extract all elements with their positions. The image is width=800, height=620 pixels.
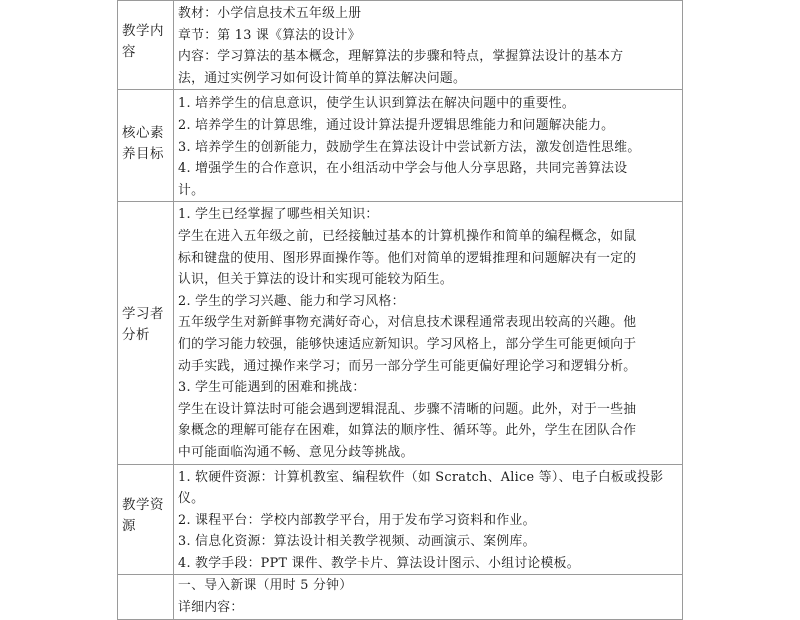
text-line: 计。 (178, 182, 205, 198)
text-line: 法，通过实例学习如何设计简单的算法解决问题。 (178, 70, 467, 86)
section-label (122, 21, 171, 63)
section-row-resources (118, 464, 683, 575)
text-line: 动手实践，通过操作来学习；而另一部分学生可能更偏好理论学习和逻辑分析。 (178, 358, 637, 374)
section-row-process (118, 575, 683, 619)
label-line: 养目标 (122, 146, 164, 163)
text-line: 中可能面临沟通不畅、意见分歧等挑战。 (178, 444, 414, 460)
section-row-goals (118, 90, 683, 202)
text-line: 学生在进入五年级之前，已经接触过基本的计算机操作和简单的编程概念，如鼠 (178, 228, 637, 244)
section-row-learners (118, 202, 683, 464)
text-line: 详细内容： (178, 600, 244, 616)
section-label (122, 123, 171, 165)
section-content-cell (174, 464, 683, 575)
text-line: 1. 软硬件资源：计算机教室、编程软件（如 Scratch、Alice 等）、电子白板或投影 (178, 469, 664, 485)
text-line: 2. 学生的学习兴趣、能力和学习风格： (178, 293, 405, 309)
section-label (122, 304, 171, 346)
label-line: 容 (122, 44, 136, 60)
text-line: 章节：第 13 课《算法的设计》 (178, 27, 361, 43)
section-content-cell (174, 1, 683, 90)
text-line: 3. 学生可能遇到的困难和挑战： (178, 380, 366, 396)
text-line: 标和键盘的使用、图形界面操作等。他们对简单的逻辑推理和问题解决有一定的 (178, 250, 637, 266)
section-label-cell (118, 90, 174, 202)
section-label-cell (118, 1, 174, 90)
section-content-cell (174, 90, 683, 202)
label-line: 源 (122, 517, 136, 534)
text-line: 内容：学习算法的基本概念，理解算法的步骤和特点，掌握算法设计的基本方 (178, 49, 624, 65)
text-line: 3. 信息化资源：算法设计相关教学视频、动画演示、案例库。 (178, 534, 536, 550)
section-label-cell (118, 202, 174, 464)
text-line: 4. 增强学生的合作意识，在小组活动中学会与他人分享思路，共同完善算法设 (178, 161, 628, 177)
text-line: 一、导入新课（用时 5 分钟） (178, 578, 353, 594)
text-line: 2. 课程平台：学校内部教学平台，用于发布学习资料和作业。 (178, 512, 536, 528)
section-label-cell (118, 464, 174, 575)
label-line: 核心素 (122, 125, 164, 142)
section-row-content (118, 1, 683, 90)
text-line: 2. 培养学生的计算思维，通过设计算法提升逻辑思维能力和问题解决能力。 (178, 117, 615, 133)
text-line: 仪。 (178, 491, 205, 507)
lesson-plan-table (117, 0, 683, 620)
label-line: 教学资 (122, 496, 164, 513)
text-line: 1. 培养学生的信息意识，使学生认识到算法在解决问题中的重要性。 (178, 96, 575, 112)
label-line: 教学内 (122, 23, 164, 39)
section-content-cell (174, 202, 683, 464)
text-line: 1. 学生已经掌握了哪些相关知识： (178, 207, 379, 223)
section-content-cell (174, 575, 683, 619)
label-line: 分析 (122, 327, 150, 344)
section-label (122, 495, 171, 537)
text-line: 4. 教学手段：PPT 课件、教学卡片、算法设计图示、小组讨论模板。 (178, 555, 580, 571)
text-line: 教材：小学信息技术五年级上册 (178, 6, 362, 21)
text-line: 象概念的理解可能存在困难，如算法的顺序性、循环等。此外，学生在团队合作 (178, 423, 637, 439)
label-line: 学习者 (122, 306, 164, 323)
text-line: 五年级学生对新鲜事物充满好奇心，对信息技术课程通常表现出较高的兴趣。他 (178, 315, 637, 331)
text-line: 学生在设计算法时可能会遇到逻辑混乱、步骤不清晰的问题。此外，对于一些抽 (178, 401, 637, 417)
text-line: 3. 培养学生的创新能力，鼓励学生在算法设计中尝试新方法，激发创造性思维。 (178, 139, 641, 155)
text-line: 们的学习能力较强，能够快速适应新知识。学习风格上，部分学生可能更倾向于 (178, 336, 637, 352)
section-label-cell (118, 575, 174, 619)
text-line: 认识，但关于算法的设计和实现可能较为陌生。 (178, 272, 454, 288)
